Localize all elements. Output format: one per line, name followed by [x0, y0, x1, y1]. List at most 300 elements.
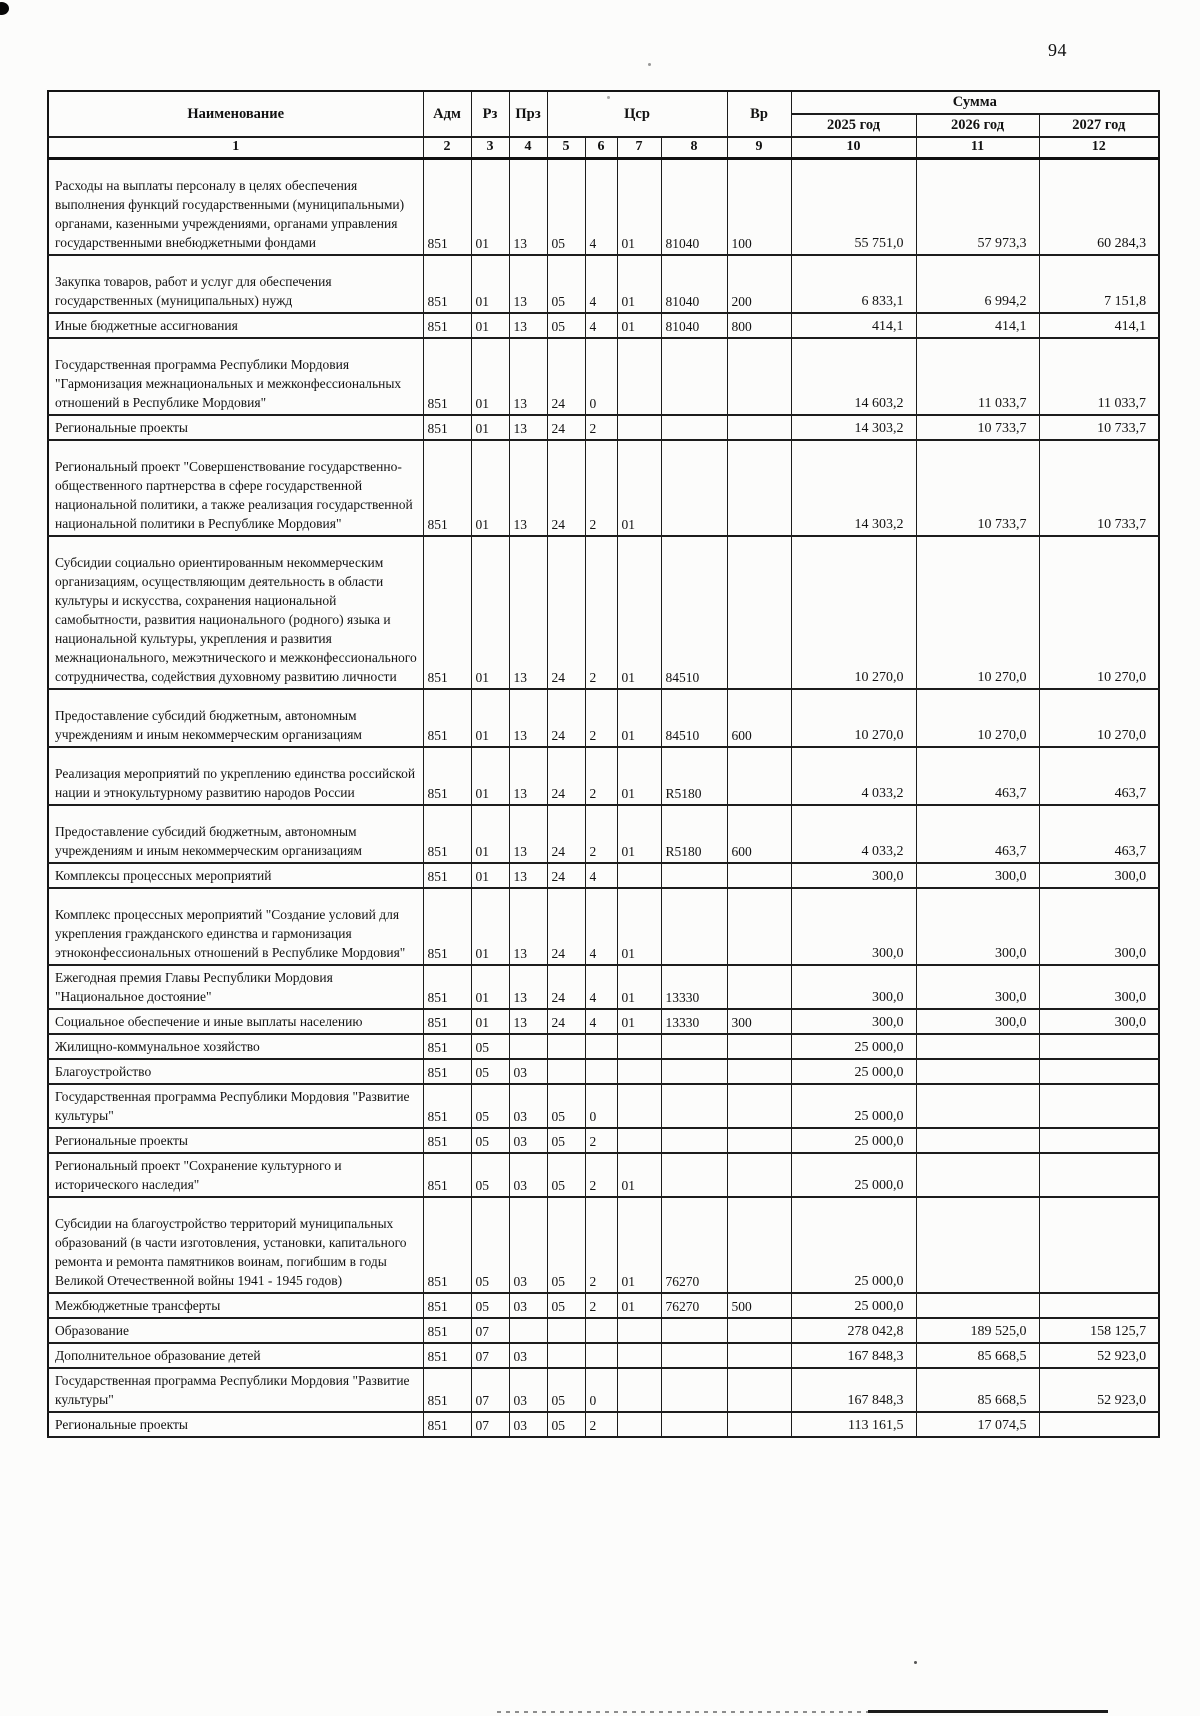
col-header-prz: Прз	[509, 91, 547, 137]
row-code-cell: 13	[509, 863, 547, 888]
row-amount-cell: 300,0	[791, 863, 916, 888]
table-row	[48, 888, 1159, 965]
row-code-cell: 01	[617, 689, 661, 747]
row-code-cell: 13	[509, 805, 547, 863]
row-name-cell: Региональный проект "Сохранение культурного и исторического наследия"	[48, 1153, 423, 1197]
row-amount-cell: 6 994,2	[916, 255, 1039, 313]
row-name-cell: Комплекс процессных мероприятий "Создание условий для укрепления гражданского единства и гармонизация этноконфессиональных отношений в Республике Мордовия"	[48, 888, 423, 965]
row-code-cell: 0	[585, 1368, 617, 1412]
row-code-cell: 13	[509, 689, 547, 747]
row-code-cell: 4	[585, 965, 617, 1009]
row-amount-cell	[1039, 1153, 1159, 1197]
row-code-cell	[727, 536, 791, 689]
row-amount-cell: 300,0	[916, 863, 1039, 888]
row-code-cell: 24	[547, 863, 585, 888]
row-amount-cell: 167 848,3	[791, 1343, 916, 1368]
row-name-cell: Региональный проект "Совершенствование государственно-общественного партнерства в сфере государственной национальной политики, а также реализация государственной национальной политики в Республике Мордовия"	[48, 440, 423, 536]
row-code-cell	[727, 1412, 791, 1437]
table-row	[48, 805, 1159, 863]
row-code-cell: 2	[585, 1153, 617, 1197]
col-number: 1	[48, 137, 423, 159]
table-row	[48, 1318, 1159, 1343]
table-row	[48, 965, 1159, 1009]
row-amount-cell	[916, 1084, 1039, 1128]
row-code-cell: 13	[509, 536, 547, 689]
row-code-cell: 800	[727, 313, 791, 338]
table-row	[48, 536, 1159, 689]
row-name-cell: Государственная программа Республики Мордовия "Развитие культуры"	[48, 1368, 423, 1412]
row-code-cell: 200	[727, 255, 791, 313]
table-row	[48, 1059, 1159, 1084]
row-code-cell: 4	[585, 863, 617, 888]
row-code-cell	[727, 1128, 791, 1153]
row-amount-cell: 4 033,2	[791, 747, 916, 805]
table-row	[48, 338, 1159, 415]
row-name-cell: Иные бюджетные ассигнования	[48, 313, 423, 338]
table-row	[48, 689, 1159, 747]
row-amount-cell: 25 000,0	[791, 1034, 916, 1059]
row-code-cell: 24	[547, 440, 585, 536]
row-amount-cell	[916, 1034, 1039, 1059]
row-code-cell: 24	[547, 747, 585, 805]
scan-artifact-speck	[914, 1661, 917, 1664]
row-amount-cell: 463,7	[916, 805, 1039, 863]
col-header-name: Наименование	[48, 91, 423, 137]
row-name-cell: Предоставление субсидий бюджетным, автономным учреждениям и иным некоммерческим организациям	[48, 689, 423, 747]
row-amount-cell	[1039, 1197, 1159, 1293]
row-code-cell: 24	[547, 415, 585, 440]
row-code-cell	[585, 1318, 617, 1343]
row-code-cell: 01	[617, 159, 661, 256]
row-code-cell: 24	[547, 805, 585, 863]
col-header-adm: Адм	[423, 91, 471, 137]
row-name-cell: Реализация мероприятий по укреплению единства российской нации и этнокультурному развитию народов России	[48, 747, 423, 805]
row-code-cell: 05	[547, 1368, 585, 1412]
row-code-cell: 05	[547, 1153, 585, 1197]
row-code-cell	[661, 1084, 727, 1128]
row-code-cell	[727, 338, 791, 415]
scan-artifact-solid-line	[868, 1710, 1108, 1713]
row-code-cell	[727, 1343, 791, 1368]
row-code-cell: 05	[471, 1128, 509, 1153]
row-code-cell: 24	[547, 965, 585, 1009]
col-number: 7	[617, 137, 661, 159]
row-code-cell: 01	[617, 805, 661, 863]
row-code-cell: 851	[423, 1084, 471, 1128]
row-code-cell	[727, 1368, 791, 1412]
row-code-cell	[547, 1343, 585, 1368]
row-amount-cell: 25 000,0	[791, 1197, 916, 1293]
row-code-cell: 851	[423, 1197, 471, 1293]
row-amount-cell: 300,0	[1039, 863, 1159, 888]
row-code-cell: 05	[547, 313, 585, 338]
row-code-cell: 81040	[661, 313, 727, 338]
row-amount-cell	[916, 1197, 1039, 1293]
row-code-cell: 01	[471, 888, 509, 965]
row-code-cell	[661, 888, 727, 965]
col-header-csr: Цср	[547, 91, 727, 137]
row-name-cell: Межбюджетные трансферты	[48, 1293, 423, 1318]
row-code-cell: 01	[471, 863, 509, 888]
row-code-cell: 851	[423, 1153, 471, 1197]
row-code-cell: 05	[547, 1128, 585, 1153]
row-code-cell: 13	[509, 747, 547, 805]
row-code-cell	[585, 1059, 617, 1084]
row-code-cell: 03	[509, 1059, 547, 1084]
row-amount-cell: 11 033,7	[916, 338, 1039, 415]
row-code-cell: 05	[547, 1084, 585, 1128]
row-amount-cell: 10 270,0	[791, 536, 916, 689]
row-amount-cell: 52 923,0	[1039, 1368, 1159, 1412]
row-code-cell: 01	[617, 1153, 661, 1197]
row-code-cell: 851	[423, 1009, 471, 1034]
row-amount-cell: 10 270,0	[916, 689, 1039, 747]
row-code-cell: 24	[547, 536, 585, 689]
row-code-cell: 851	[423, 440, 471, 536]
row-code-cell: 01	[471, 536, 509, 689]
table-row	[48, 1197, 1159, 1293]
row-code-cell: 01	[617, 313, 661, 338]
table-row	[48, 415, 1159, 440]
row-code-cell	[547, 1059, 585, 1084]
row-code-cell	[727, 415, 791, 440]
row-amount-cell	[916, 1128, 1039, 1153]
row-code-cell: 05	[547, 1293, 585, 1318]
table-row	[48, 863, 1159, 888]
row-code-cell	[509, 1318, 547, 1343]
row-amount-cell: 10 733,7	[916, 415, 1039, 440]
row-code-cell: 13	[509, 313, 547, 338]
row-code-cell: 100	[727, 159, 791, 256]
row-code-cell	[727, 1084, 791, 1128]
row-code-cell	[547, 1034, 585, 1059]
row-code-cell: 0	[585, 1084, 617, 1128]
row-name-cell: Социальное обеспечение и иные выплаты населению	[48, 1009, 423, 1034]
row-amount-cell: 7 151,8	[1039, 255, 1159, 313]
row-code-cell: 01	[617, 440, 661, 536]
row-amount-cell: 463,7	[1039, 805, 1159, 863]
row-amount-cell: 10 270,0	[1039, 536, 1159, 689]
table-body	[48, 159, 1159, 1438]
row-amount-cell: 300,0	[1039, 1009, 1159, 1034]
col-header-vr: Вр	[727, 91, 791, 137]
row-code-cell: 01	[617, 888, 661, 965]
row-code-cell: 851	[423, 536, 471, 689]
row-code-cell: 13	[509, 888, 547, 965]
row-code-cell	[661, 1368, 727, 1412]
row-code-cell: 851	[423, 1128, 471, 1153]
row-amount-cell: 85 668,5	[916, 1368, 1039, 1412]
row-name-cell: Ежегодная премия Главы Республики Мордовия "Национальное достояние"	[48, 965, 423, 1009]
row-name-cell: Благоустройство	[48, 1059, 423, 1084]
col-number: 12	[1039, 137, 1159, 159]
table-row	[48, 1128, 1159, 1153]
row-code-cell: 01	[471, 965, 509, 1009]
col-number: 9	[727, 137, 791, 159]
row-amount-cell: 17 074,5	[916, 1412, 1039, 1437]
budget-expenditure-table	[47, 90, 1160, 1438]
table-row	[48, 1009, 1159, 1034]
table-row	[48, 1153, 1159, 1197]
row-code-cell: 03	[509, 1128, 547, 1153]
scan-artifact-dashed-line	[497, 1711, 870, 1713]
scan-artifact-speck	[648, 63, 651, 66]
row-amount-cell	[916, 1153, 1039, 1197]
row-amount-cell: 300,0	[791, 888, 916, 965]
row-code-cell: 851	[423, 313, 471, 338]
row-name-cell: Государственная программа Республики Мордовия "Развитие культуры"	[48, 1084, 423, 1128]
row-code-cell: 13	[509, 255, 547, 313]
table-row	[48, 1368, 1159, 1412]
row-amount-cell: 10 270,0	[916, 536, 1039, 689]
row-code-cell: 851	[423, 747, 471, 805]
row-code-cell	[661, 338, 727, 415]
row-amount-cell: 463,7	[1039, 747, 1159, 805]
row-amount-cell: 25 000,0	[791, 1084, 916, 1128]
row-code-cell	[727, 747, 791, 805]
row-amount-cell: 300,0	[1039, 888, 1159, 965]
row-code-cell: 01	[617, 1009, 661, 1034]
row-code-cell: 851	[423, 1059, 471, 1084]
row-code-cell: 05	[547, 255, 585, 313]
row-code-cell: 05	[547, 1197, 585, 1293]
table-row	[48, 440, 1159, 536]
table-row	[48, 313, 1159, 338]
col-header-rz: Рз	[471, 91, 509, 137]
row-code-cell: 24	[547, 338, 585, 415]
row-code-cell	[661, 1153, 727, 1197]
row-code-cell: 4	[585, 888, 617, 965]
row-code-cell: 01	[617, 1197, 661, 1293]
row-code-cell: 851	[423, 1034, 471, 1059]
row-code-cell: 07	[471, 1318, 509, 1343]
col-number: 10	[791, 137, 916, 159]
row-code-cell: 851	[423, 1318, 471, 1343]
row-code-cell: 0	[585, 338, 617, 415]
row-code-cell	[585, 1034, 617, 1059]
row-code-cell	[661, 1412, 727, 1437]
row-amount-cell: 85 668,5	[916, 1343, 1039, 1368]
row-code-cell: 851	[423, 863, 471, 888]
row-amount-cell: 189 525,0	[916, 1318, 1039, 1343]
row-code-cell: R5180	[661, 805, 727, 863]
row-name-cell: Предоставление субсидий бюджетным, автономным учреждениям и иным некоммерческим организациям	[48, 805, 423, 863]
row-code-cell	[617, 1059, 661, 1084]
row-amount-cell: 278 042,8	[791, 1318, 916, 1343]
row-code-cell	[727, 1318, 791, 1343]
row-code-cell: 4	[585, 159, 617, 256]
row-code-cell: 851	[423, 1293, 471, 1318]
row-name-cell: Закупка товаров, работ и услуг для обеспечения государственных (муниципальных) нужд	[48, 255, 423, 313]
col-number: 6	[585, 137, 617, 159]
row-name-cell: Дополнительное образование детей	[48, 1343, 423, 1368]
row-code-cell: 01	[471, 255, 509, 313]
row-code-cell: 13	[509, 159, 547, 256]
row-amount-cell: 300,0	[791, 1009, 916, 1034]
row-code-cell: 2	[585, 440, 617, 536]
row-code-cell	[661, 1128, 727, 1153]
row-amount-cell: 414,1	[916, 313, 1039, 338]
row-code-cell: 01	[471, 440, 509, 536]
row-code-cell: 13330	[661, 965, 727, 1009]
row-code-cell	[617, 1128, 661, 1153]
table-row	[48, 1084, 1159, 1128]
row-amount-cell: 10 733,7	[916, 440, 1039, 536]
row-name-cell: Региональные проекты	[48, 1128, 423, 1153]
row-name-cell: Образование	[48, 1318, 423, 1343]
table-row	[48, 747, 1159, 805]
row-code-cell: 13330	[661, 1009, 727, 1034]
scan-artifact-speck	[607, 96, 610, 99]
row-code-cell	[617, 415, 661, 440]
row-amount-cell: 25 000,0	[791, 1293, 916, 1318]
table-row	[48, 1412, 1159, 1437]
row-amount-cell: 55 751,0	[791, 159, 916, 256]
row-code-cell	[661, 863, 727, 888]
table-row	[48, 255, 1159, 313]
row-amount-cell: 14 303,2	[791, 440, 916, 536]
row-code-cell: 84510	[661, 689, 727, 747]
row-code-cell: 2	[585, 415, 617, 440]
row-code-cell: 01	[471, 338, 509, 415]
row-amount-cell: 414,1	[791, 313, 916, 338]
row-amount-cell: 414,1	[1039, 313, 1159, 338]
col-number: 4	[509, 137, 547, 159]
row-amount-cell	[1039, 1084, 1159, 1128]
col-header-summa: Сумма	[791, 91, 1159, 114]
row-code-cell	[661, 1059, 727, 1084]
row-code-cell: 13	[509, 965, 547, 1009]
row-code-cell: 01	[471, 747, 509, 805]
row-code-cell: 05	[471, 1084, 509, 1128]
row-code-cell	[727, 1197, 791, 1293]
row-code-cell	[617, 1318, 661, 1343]
row-amount-cell	[1039, 1412, 1159, 1437]
row-amount-cell: 4 033,2	[791, 805, 916, 863]
row-code-cell: 76270	[661, 1293, 727, 1318]
row-code-cell: 01	[471, 415, 509, 440]
row-code-cell: 01	[617, 965, 661, 1009]
row-amount-cell: 10 733,7	[1039, 415, 1159, 440]
row-code-cell	[661, 1343, 727, 1368]
row-code-cell	[727, 863, 791, 888]
row-amount-cell	[1039, 1128, 1159, 1153]
row-code-cell: 01	[617, 747, 661, 805]
col-number: 11	[916, 137, 1039, 159]
row-code-cell: 81040	[661, 255, 727, 313]
row-code-cell	[727, 888, 791, 965]
row-code-cell: 24	[547, 1009, 585, 1034]
row-amount-cell: 113 161,5	[791, 1412, 916, 1437]
row-code-cell: 851	[423, 689, 471, 747]
row-code-cell: 13	[509, 415, 547, 440]
row-code-cell: 05	[471, 1153, 509, 1197]
row-amount-cell: 14 603,2	[791, 338, 916, 415]
row-code-cell: 05	[547, 1412, 585, 1437]
row-amount-cell	[1039, 1293, 1159, 1318]
row-code-cell	[727, 1153, 791, 1197]
col-header-year-2025: 2025 год	[791, 114, 916, 137]
row-code-cell: 01	[617, 255, 661, 313]
col-header-year-2026: 2026 год	[916, 114, 1039, 137]
row-code-cell: 05	[471, 1059, 509, 1084]
row-code-cell	[617, 1084, 661, 1128]
row-code-cell: 600	[727, 805, 791, 863]
row-code-cell: 01	[471, 159, 509, 256]
table-row	[48, 1343, 1159, 1368]
row-code-cell	[727, 1034, 791, 1059]
row-amount-cell: 6 833,1	[791, 255, 916, 313]
row-amount-cell: 463,7	[916, 747, 1039, 805]
row-code-cell: 2	[585, 689, 617, 747]
row-code-cell: 03	[509, 1368, 547, 1412]
row-code-cell	[585, 1343, 617, 1368]
row-code-cell: 01	[471, 689, 509, 747]
row-code-cell: 13	[509, 1009, 547, 1034]
row-code-cell: 851	[423, 338, 471, 415]
row-name-cell: Государственная программа Республики Мордовия "Гармонизация межнациональных и межконфессиональных отношений в Республике Мордовия"	[48, 338, 423, 415]
row-code-cell: 01	[617, 536, 661, 689]
row-code-cell: 4	[585, 1009, 617, 1034]
row-code-cell: 01	[471, 1009, 509, 1034]
row-amount-cell: 300,0	[916, 1009, 1039, 1034]
row-name-cell: Комплексы процессных мероприятий	[48, 863, 423, 888]
row-amount-cell	[916, 1059, 1039, 1084]
row-code-cell: 600	[727, 689, 791, 747]
row-code-cell: 03	[509, 1084, 547, 1128]
row-code-cell: 05	[547, 159, 585, 256]
row-amount-cell: 10 270,0	[791, 689, 916, 747]
row-code-cell: 851	[423, 159, 471, 256]
row-code-cell: 851	[423, 255, 471, 313]
row-amount-cell: 10 733,7	[1039, 440, 1159, 536]
row-code-cell: 2	[585, 1197, 617, 1293]
col-number: 5	[547, 137, 585, 159]
table-row	[48, 1293, 1159, 1318]
row-code-cell: 2	[585, 536, 617, 689]
row-code-cell: 851	[423, 1368, 471, 1412]
row-code-cell: 851	[423, 888, 471, 965]
row-amount-cell: 167 848,3	[791, 1368, 916, 1412]
row-code-cell: 851	[423, 1412, 471, 1437]
row-amount-cell: 300,0	[916, 965, 1039, 1009]
row-code-cell: 03	[509, 1412, 547, 1437]
scan-artifact-corner-blob	[0, 2, 9, 15]
row-code-cell: 05	[471, 1293, 509, 1318]
row-code-cell: 05	[471, 1197, 509, 1293]
row-code-cell: 01	[471, 805, 509, 863]
row-code-cell: R5180	[661, 747, 727, 805]
row-code-cell: 84510	[661, 536, 727, 689]
row-code-cell: 24	[547, 888, 585, 965]
col-header-year-2027: 2027 год	[1039, 114, 1159, 137]
row-amount-cell	[1039, 1034, 1159, 1059]
row-code-cell: 2	[585, 1293, 617, 1318]
row-code-cell: 851	[423, 1343, 471, 1368]
row-code-cell: 2	[585, 1412, 617, 1437]
row-code-cell: 13	[509, 440, 547, 536]
row-code-cell: 500	[727, 1293, 791, 1318]
row-amount-cell: 158 125,7	[1039, 1318, 1159, 1343]
row-amount-cell: 300,0	[916, 888, 1039, 965]
row-code-cell: 851	[423, 415, 471, 440]
row-amount-cell	[916, 1293, 1039, 1318]
row-code-cell	[617, 1412, 661, 1437]
row-code-cell: 2	[585, 1128, 617, 1153]
row-code-cell: 4	[585, 313, 617, 338]
row-name-cell: Жилищно-коммунальное хозяйство	[48, 1034, 423, 1059]
row-code-cell: 03	[509, 1197, 547, 1293]
